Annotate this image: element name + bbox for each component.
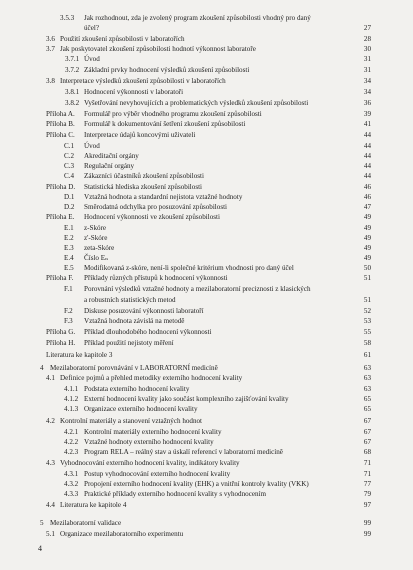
toc-entry-title: Úvod xyxy=(84,55,100,63)
toc-entry-number: 4.1.1 xyxy=(64,385,79,393)
toc-entry-number: 4.3.2 xyxy=(64,480,79,488)
toc-entry-page: 44 xyxy=(363,172,371,180)
toc-entry-number: 5.1 xyxy=(46,530,55,538)
toc-entry-number: 3.5.3 xyxy=(60,14,75,22)
toc-entry-title: Zákazníci účastníků zkoušení způsobilosti xyxy=(84,172,204,180)
toc-entry-title: Formulář k dokumentování šetření zkoušení způsobilosti xyxy=(84,120,246,128)
toc-entry-number: 3.7.1 xyxy=(65,55,80,63)
toc-entry-page: 36 xyxy=(363,99,371,107)
toc-entry-number: Příloha G. xyxy=(46,328,76,336)
toc-entry-page: 44 xyxy=(363,142,371,150)
toc-entry-page: 79 xyxy=(363,490,371,498)
toc-entry-page: 49 xyxy=(363,213,371,221)
toc-entry-title: Externí hodnocení kvality jako součást komplexního zajišťování kvality xyxy=(84,395,289,403)
toc-entry-number: E.1 xyxy=(64,224,74,232)
toc-entry-number: C.1 xyxy=(64,142,75,150)
toc-entry-title: Organizace externího hodnocení kvality xyxy=(84,405,198,413)
toc-entry-page: 28 xyxy=(363,35,371,43)
toc-entry-page: 65 xyxy=(363,405,371,413)
toc-entry-page: 31 xyxy=(363,66,371,74)
toc-entry-title: Interpretace výsledků zkoušení způsobilosti v laboratořích xyxy=(60,77,226,85)
toc-entry-page: 51 xyxy=(363,274,371,282)
toc-entry-page: 63 xyxy=(363,385,371,393)
toc-entry-page: 63 xyxy=(363,374,371,382)
toc-entry-title: Propojení externího hodnocení kvality (EHK) a vnitřní kontroly kvality (VKK) xyxy=(84,480,309,488)
toc-entry-number: E.3 xyxy=(64,244,74,252)
toc-entry-page: 53 xyxy=(363,317,371,325)
toc-entry-page: 55 xyxy=(363,328,371,336)
toc-entry-number: 3.8.1 xyxy=(65,88,80,96)
toc-entry-title: Kontrolní materiály a stanovení vztažných hodnot xyxy=(60,417,203,425)
toc-entry-number: C.4 xyxy=(64,172,75,180)
toc-entry-number: F.3 xyxy=(64,317,73,325)
toc-entry-title: Hodnocení výkonnosti v laboratoři xyxy=(84,88,184,96)
toc-entry-number: 4.1 xyxy=(46,374,55,382)
toc-entry-title: Definice pojmů a přehled metodiky externího hodnocení kvality xyxy=(60,374,243,382)
toc-entry-page: 71 xyxy=(363,470,371,478)
toc-entry-number: 4.3 xyxy=(46,459,55,467)
toc-entry-title: z'-Skóre xyxy=(84,234,108,242)
toc-entry-page: 52 xyxy=(363,307,371,315)
toc-entry-title: Vztažná hodnota závislá na metodě xyxy=(84,317,185,325)
toc-entry-title: Příklady různých přístupů k hodnocení výkonnosti xyxy=(84,274,228,282)
toc-entry-number: E.5 xyxy=(64,264,74,272)
toc-entry-number: C.3 xyxy=(64,162,75,170)
toc-entry-title: Program RELA – reálný stav a úskalí referencí v laboratorní medicíně xyxy=(84,448,283,456)
toc-entry-page: 46 xyxy=(363,193,371,201)
toc-entry-title: Základní prvky hodnocení výsledků zkoušení způsobilosti xyxy=(84,66,250,74)
toc-entry-title: Modifikovaná z-skóre, není-li společné kritérium vhodnosti pro daný účel xyxy=(84,264,294,272)
toc-entry-page: 58 xyxy=(363,339,371,347)
toc-entry-title: Vyšetřování nevyhovujících a problematických výsledků zkoušení způsobilosti xyxy=(84,99,309,107)
toc-entry-number: 4.3.3 xyxy=(64,490,79,498)
toc-entry-page: 44 xyxy=(363,162,371,170)
toc-entry-title: Vztažná hodnota a standardní nejistota vztažné hodnoty xyxy=(84,193,243,201)
toc-entry-page: 97 xyxy=(363,501,371,509)
toc-entry-title: Interpretace údajů koncovými uživateli xyxy=(84,131,196,139)
toc-entry-number: E.2 xyxy=(64,234,74,242)
toc-entry-number: 3.8 xyxy=(46,77,55,85)
toc-entry-page: 49 xyxy=(363,234,371,242)
toc-entry-number: 4.4 xyxy=(46,501,55,509)
toc-entry-page: 65 xyxy=(363,395,371,403)
toc-entry-title: Podstata externího hodnocení kvality xyxy=(84,385,190,393)
toc-entry-title: Příklad použití nejistoty měření xyxy=(84,339,174,347)
toc-entry-number: Příloha F. xyxy=(46,274,74,282)
toc-entry-title: Vyhodnocování externího hodnocení kvality, indikátory kvality xyxy=(60,459,240,467)
toc-entry-number: 5 xyxy=(40,519,44,527)
toc-entry-page: 99 xyxy=(363,530,371,538)
toc-entry-number: 4.1.3 xyxy=(64,405,79,413)
toc-entry-number: Příloha A. xyxy=(46,110,75,118)
toc-entry-title: Kontrolní materiály externího hodnocení kvality xyxy=(84,428,222,436)
toc-entry-page: 51 xyxy=(363,296,371,304)
toc-entry-title: Hodnocení výkonnosti ve zkoušení způsobilosti xyxy=(84,213,220,221)
toc-entry-title: Jak poskytovatel zkoušení způsobilosti hodnotí výkonnost laboratoře xyxy=(60,45,256,53)
toc-entry-page: 49 xyxy=(363,244,371,252)
toc-entry-page: 99 xyxy=(363,519,371,527)
toc-entry-page: 34 xyxy=(363,88,371,96)
toc-entry-title: Směrodatná odchylka pro posuzování způsobilosti xyxy=(84,203,228,211)
toc-entry-page: 67 xyxy=(363,428,371,436)
toc-entry-title: Postup vyhodnocování externího hodnocení kvality xyxy=(84,470,231,478)
toc-entry-page: 39 xyxy=(363,110,371,118)
toc-entry-number: Příloha C. xyxy=(46,131,75,139)
toc-entry-page: 77 xyxy=(363,480,371,488)
toc-entry-title: Úvod xyxy=(84,142,100,150)
toc-entry-title: Porovnání výsledků vztažné hodnoty a mezilaboratorní preciznosti z klasických xyxy=(84,285,311,293)
toc-entry-number: C.2 xyxy=(64,152,75,160)
toc-entry-page: 68 xyxy=(363,448,371,456)
toc-entry-number: Příloha D. xyxy=(46,183,76,191)
toc-entry-number: F.1 xyxy=(64,285,73,293)
toc-entry-number: 4.2.2 xyxy=(64,438,79,446)
toc-entry-title: Organizace mezilaboratorního experimentu xyxy=(60,530,184,538)
toc-entry-number: F.2 xyxy=(64,307,73,315)
toc-entry-page: 61 xyxy=(363,351,371,359)
toc-entry-number: Příloha B. xyxy=(46,120,75,128)
toc-entry-title: Statistická hlediska zkoušení způsobilosti xyxy=(84,183,203,191)
toc-entry-page: 41 xyxy=(363,120,371,128)
toc-entry-number: 4.2.3 xyxy=(64,448,79,456)
toc-entry-page: 47 xyxy=(363,203,371,211)
toc-entry-number: Příloha E. xyxy=(46,213,75,221)
toc-entry-page: 44 xyxy=(363,152,371,160)
toc-entry-page: 49 xyxy=(363,224,371,232)
toc-entry-number: 4.2.1 xyxy=(64,428,79,436)
toc-entry-title: Akreditační orgány xyxy=(84,152,139,160)
toc-entry-number: E.4 xyxy=(64,254,74,262)
toc-entry-page: 46 xyxy=(363,183,371,191)
toc-entry-page: 67 xyxy=(363,438,371,446)
toc-entry-page: 50 xyxy=(363,264,371,272)
toc-entry-page: 34 xyxy=(363,77,371,85)
toc-entry-page: 49 xyxy=(363,254,371,262)
toc-entry-number: D.1 xyxy=(64,193,75,201)
toc-entry-number: 4.2 xyxy=(46,417,55,425)
toc-entry-number: 3.7.2 xyxy=(65,66,80,74)
toc-entry-title: Diskuse posuzování výkonnosti laboratoří xyxy=(84,307,204,315)
toc-entry-title: Příklad dlouhodobého hodnocení výkonnosti xyxy=(84,328,212,336)
toc-entry-title: Formulář pro výběr vhodného programu zkoušení způsobilosti xyxy=(84,110,262,118)
toc-entry-title: zeta-Skóre xyxy=(84,244,115,252)
toc-entry-number: 4 xyxy=(40,364,44,372)
toc-entry-number: 3.7 xyxy=(46,45,55,53)
toc-entry-title: Literatura ke kapitole 3 xyxy=(46,351,113,359)
toc-entry-number: Příloha H. xyxy=(46,339,76,347)
toc-entry-page: 63 xyxy=(363,364,371,372)
toc-entry-title: Použití zkoušení způsobilosti v laboratořích xyxy=(60,35,185,43)
page-number: 4 xyxy=(38,544,42,553)
toc-entry-title: a robustních statistických metod xyxy=(84,296,176,304)
toc-entry-page: 67 xyxy=(363,417,371,425)
toc-entry-number: 3.6 xyxy=(46,35,55,43)
toc-entry-title: Praktické příklady externího hodnocení kvality s vyhodnocením xyxy=(84,490,267,498)
toc-entry-title: Regulační orgány xyxy=(84,162,135,170)
toc-entry-number: 4.3.1 xyxy=(64,470,79,478)
toc-entry-number: 3.8.2 xyxy=(65,99,80,107)
toc-entry-page: 31 xyxy=(363,55,371,63)
toc-entry-title: Literatura ke kapitole 4 xyxy=(60,501,127,509)
toc-entry-title: Jak rozhodnout, zda je zvolený program zkoušení způsobilosti vhodný pro daný xyxy=(84,14,311,22)
toc-entry-title: z-Skóre xyxy=(84,224,107,232)
toc-entry-title: Vztažné hodnoty externího hodnocení kvality xyxy=(84,438,214,446)
toc-entry-page: 71 xyxy=(363,459,371,467)
toc-entry-page: 30 xyxy=(363,45,371,53)
toc-entry-title: Mezilaboratorní porovnávání v LABORATORNÍ medicíně xyxy=(50,364,218,372)
toc-entry-page: 44 xyxy=(363,131,371,139)
toc-entry-title: Číslo Eₙ xyxy=(84,254,109,262)
toc-entry-page: 27 xyxy=(363,24,371,32)
toc-entry-number: 4.1.2 xyxy=(64,395,79,403)
toc-entry-number: D.2 xyxy=(64,203,75,211)
toc-entry-title: účel? xyxy=(84,24,99,32)
toc-entry-title: Mezilaboratorní validace xyxy=(50,519,122,527)
